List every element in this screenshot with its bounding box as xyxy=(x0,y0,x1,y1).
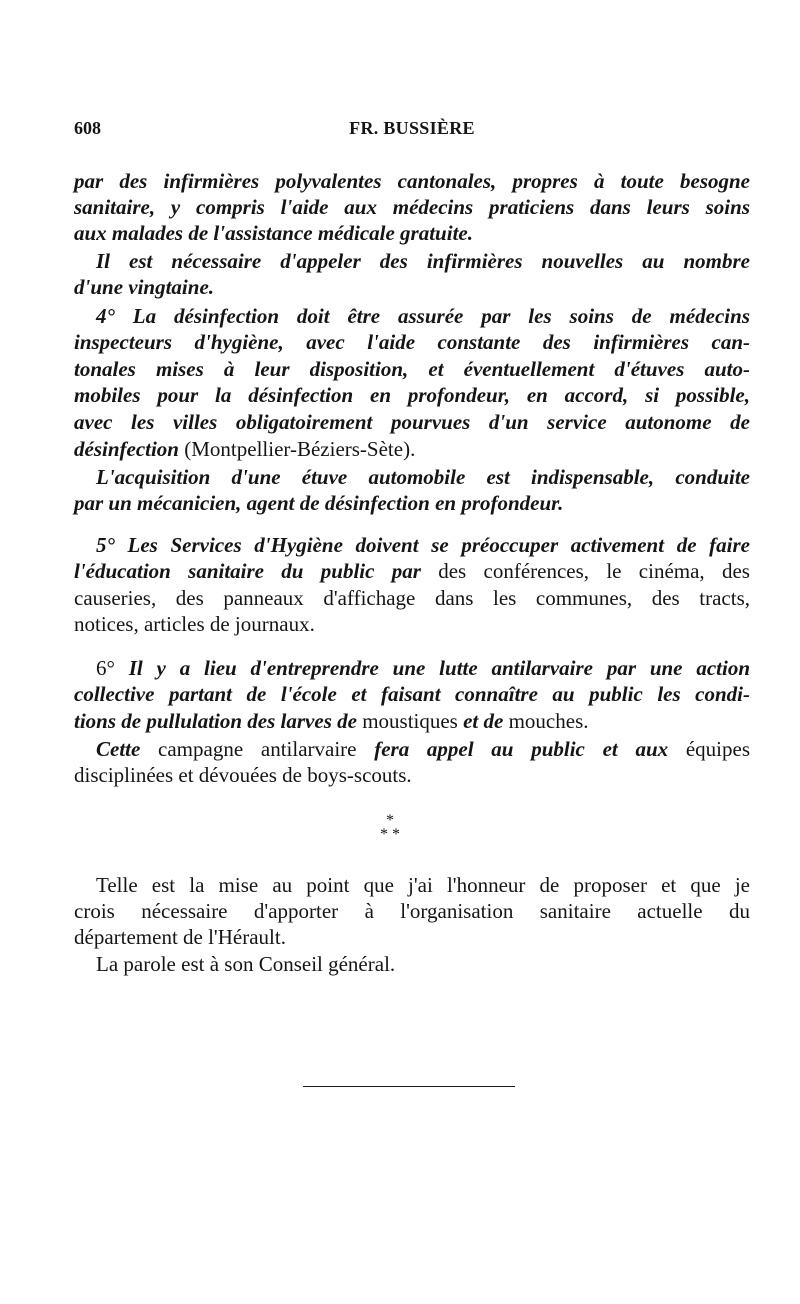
text-line: Telle est la mise au point que j'ai l'honneur de proposer et que je xyxy=(96,873,750,897)
text-line: d'une vingtaine. xyxy=(74,275,215,299)
text-span: 6° xyxy=(96,656,115,680)
text-line: mobiles pour la désinfection en profondeur, en accord, si possible, xyxy=(74,383,750,407)
closing-rule xyxy=(303,1086,515,1087)
text-span: des conférences, le cinéma, des xyxy=(420,559,750,583)
page-header xyxy=(74,118,750,142)
text-line: département de l'Hérault. xyxy=(74,925,286,949)
text-line: par des infirmières polyvalentes cantonales, propres à toute besogne xyxy=(74,169,750,193)
text-line: notices, articles de journaux. xyxy=(74,612,315,636)
text-line: crois nécessaire d'apporter à l'organisation sanitaire actuelle du xyxy=(74,899,750,923)
text-line: par un mécanicien, agent de désinfection en profondeur. xyxy=(74,491,564,515)
section-asterisks: * * xyxy=(380,826,400,843)
text-span: désinfection xyxy=(74,437,179,461)
text-span: l'éducation sanitaire du public par xyxy=(74,559,421,583)
text-line xyxy=(96,736,750,762)
text-line xyxy=(74,708,750,734)
text-span: Cette xyxy=(96,737,141,761)
text-line: inspecteurs d'hygiène, avec l'aide constante des infirmières can- xyxy=(74,330,750,354)
text-line: 4° La désinfection doit être assurée par les soins de médecins xyxy=(96,304,750,328)
text-span: fera appel au public et aux xyxy=(374,737,669,761)
text-line: 5° Les Services d'Hygiène doivent se préoccuper activement de faire xyxy=(96,533,750,557)
text-line: collective partant de l'école et faisant connaître au public les condi- xyxy=(74,682,750,706)
text-line: sanitaire, y compris l'aide aux médecins praticiens dans leurs soins xyxy=(74,195,750,219)
text-line: tonales mises à leur disposition, et éventuellement d'étuves auto- xyxy=(74,357,750,381)
text-span: équipes xyxy=(668,737,751,761)
text-line xyxy=(74,436,750,462)
text-line: Il est nécessaire d'appeler des infirmières nouvelles au nombre xyxy=(96,249,750,273)
text-line: La parole est à son Conseil général. xyxy=(96,952,396,976)
text-line: aux malades de l'assistance médicale gratuite. xyxy=(74,221,473,245)
text-span: Il y a lieu d'entreprendre une lutte antilarvaire par une action xyxy=(114,656,750,680)
text-line: avec les villes obligatoirement pourvues d'un service autonome de xyxy=(74,410,750,434)
page-number: 608 xyxy=(74,118,101,138)
text-span: moustiques xyxy=(356,709,464,733)
text-line xyxy=(74,558,750,584)
text-span: campagne antilarvaire xyxy=(140,737,375,761)
text-line xyxy=(96,655,750,681)
text-line: disciplinées et dévouées de boys-scouts. xyxy=(74,763,412,787)
text-line: causeries, des panneaux d'affichage dans les communes, des tracts, xyxy=(74,586,750,610)
running-title: FR. BUSSIÈRE xyxy=(349,118,475,138)
text-span: (Montpellier-Béziers-Sète). xyxy=(179,437,416,461)
text-span: mouches. xyxy=(503,709,589,733)
section-asterisk: * xyxy=(386,812,394,829)
text-line: L'acquisition d'une étuve automobile est indispensable, conduite xyxy=(96,465,750,489)
text-span: tions de pullulation des larves de xyxy=(74,709,357,733)
text-span: et de xyxy=(463,709,504,733)
